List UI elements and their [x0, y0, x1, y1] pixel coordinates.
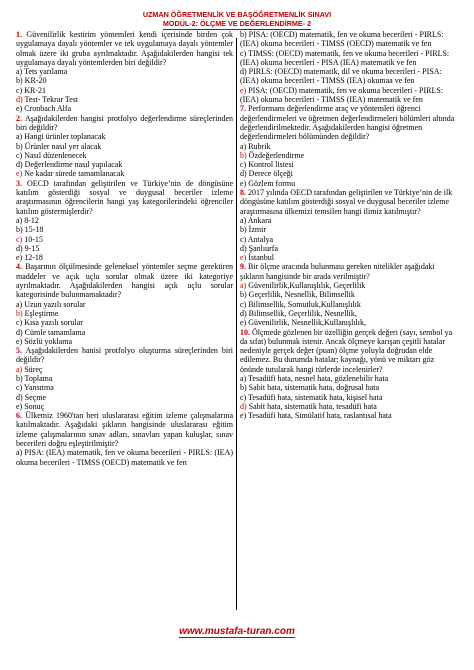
module-title: MODÜL-2: ÖLÇME VE DEĞERLENDİRME- 2	[162, 19, 312, 28]
option-letter: b)	[240, 383, 247, 393]
question-4	[16, 262, 233, 299]
answer-option	[240, 300, 457, 309]
option-letter: c)	[16, 85, 23, 95]
option-letter: d)	[240, 67, 247, 77]
answer-option	[16, 402, 233, 411]
option-text: Bilimsellik, Somutluk,Kullanışlılık	[248, 299, 361, 309]
question-stem: Bir ölçme aracında bulunması gereken nitelikler aşağıdaki şıkların hangisinde bir arada verilmiştir?	[240, 262, 435, 281]
options-6b	[240, 30, 457, 104]
option-text: Yansıtma	[23, 383, 54, 393]
option-text: Sözlü yoklama	[24, 336, 72, 346]
option-letter: e)	[16, 401, 23, 411]
left-column	[16, 30, 233, 467]
options-7	[240, 142, 457, 188]
answer-option	[240, 402, 457, 411]
options-4	[16, 300, 233, 346]
answer-option	[16, 318, 233, 327]
options-2	[16, 132, 233, 178]
footer	[0, 626, 474, 637]
question-stem: Ölçmede gözlenen bir özelliğin gerçek değeri (sayı, sembol ya da sıfat) bulunmak istenir. Ancak ölçmeye karışan çeşitli hatalar nedeniyle gerçek değer (puan) ölçme yoluyla doğrudan elde edilemez. Bu durumda hatalar; kaynağı, yönü ve miktarı göz önünde tutularak hangi türlerde incelenirler?	[240, 327, 453, 374]
exam-title: UZMAN ÖĞRETMENLİK VE BAŞÖĞRETMENLİK SINAVI	[142, 10, 332, 19]
question-2	[16, 114, 233, 133]
option-text: Cümle tamamlama	[24, 327, 86, 337]
option-letter: d)	[240, 308, 247, 318]
option-letter: e)	[16, 336, 23, 346]
option-text: Sabit hata, sistematik hata, doğrusal hata	[248, 383, 380, 393]
option-text: PIRLS: (OECD) matematik, dil ve okuma becerileri - PISA: (IEA) okuma becerileri - TIMSS (IEA) okumaa ve fen	[240, 67, 442, 86]
option-letter: c)	[240, 299, 247, 309]
question-number: 10.	[240, 327, 250, 337]
option-letter: d)	[16, 95, 23, 105]
option-letter: a)	[240, 141, 247, 151]
option-text: 15-18	[24, 225, 44, 235]
answer-option	[16, 67, 233, 76]
answer-option	[16, 142, 233, 151]
option-text: PISA: (IEA) matematik, fen ve okuma becerileri - PIRLS: (IEA) okuma becerileri - TIMSS (OECD) matematik ve fen	[16, 448, 233, 467]
option-letter: a)	[16, 448, 23, 458]
answer-option	[240, 179, 457, 188]
answer-option	[240, 151, 457, 160]
question-stem: Aşağıdakilerden hangisi protfolyo değerlendirme süreçlerinden biri değildir?	[16, 113, 233, 132]
option-text: Ürünler nasıl yer alacak	[24, 141, 102, 151]
option-letter: d)	[16, 392, 23, 402]
option-text: Tesadüfi hata, Simülatif hata, raslantısal hata	[248, 411, 392, 421]
option-letter: b)	[240, 30, 247, 39]
answer-option	[16, 132, 233, 141]
question-stem: Başarının ölçülmesinde geleneksel yöntemler seçme gerektiren maddeler ve açık uçlu sorular olmak üzere iki kategoriye ayrılmaktadır. Aşağıdakilerden hangisi açık uçlu sorular kategorisinde bulunmamaktadır?	[16, 262, 233, 300]
answer-option	[16, 104, 233, 113]
answer-option	[240, 169, 457, 178]
option-letter: d)	[240, 243, 247, 253]
answer-option	[16, 328, 233, 337]
answer-option	[16, 383, 233, 392]
question-stem: Ülkemiz 1960'tan beri uluslararası eğitim izleme çalışmalarına katılmaktadır. Aşağıdaki şıkların hangisinde uluslararası eğitim izleme çalışmalarının sınav adları, sınavları yapan kuluşlar, sınav becerileri doğru eşleştirilmiştir?	[16, 411, 233, 449]
option-letter: a)	[16, 364, 23, 374]
option-letter: a)	[16, 215, 23, 225]
option-text: Tesadüfi hata, nesnel hata, gözlenebilir hata	[248, 373, 389, 383]
option-text: 10-15	[24, 234, 43, 244]
option-letter: b)	[240, 225, 247, 235]
option-text: Kısa yazılı sorular	[24, 318, 83, 328]
answer-option	[240, 383, 457, 392]
option-letter: c)	[16, 318, 23, 328]
option-letter: c)	[16, 234, 23, 244]
options-6a	[16, 448, 233, 467]
answer-option	[16, 309, 233, 318]
option-letter: a)	[240, 281, 247, 291]
answer-option	[240, 67, 457, 86]
option-letter: b)	[16, 308, 23, 318]
answer-option	[16, 225, 233, 234]
option-letter: a)	[16, 299, 23, 309]
option-text: Güvenilirlik, Nesnellik,Kullanışlılık,	[248, 318, 366, 328]
answer-option	[240, 142, 457, 151]
question-stem: Güvenilirlik kestirim yöntemleri kendi içerisinde birden çok uygulamaya dayalı yöntemler ve tek uygulamaya dayalı yöntemler olmak üzere iki gruba ayrılmaktadır. Aşağıdakilerden hangisi tek uygulamaya dayalı yöntemlerden biri değildir?	[16, 30, 234, 67]
question-10	[240, 328, 457, 374]
option-letter: c)	[16, 150, 23, 160]
exam-header	[0, 10, 474, 30]
option-text: TIMSS: (OECD) matematik, fen ve okuma becerileri - PIRLS: (IEA) okuma becerileri - PISA (IEA) matematik ve fen	[240, 48, 450, 67]
option-letter: d)	[240, 401, 247, 411]
option-letter: b)	[240, 290, 247, 300]
option-text: Bilimsellik, Geçerlilik, Nesnellik,	[248, 308, 357, 318]
answer-option	[16, 95, 233, 104]
answer-option	[16, 151, 233, 160]
option-text: Test- Tekrar Test	[24, 95, 79, 105]
answer-option	[16, 76, 233, 85]
answer-option	[240, 318, 457, 327]
option-letter: b)	[16, 141, 23, 151]
question-7	[240, 104, 457, 141]
option-text: İstanbul	[248, 253, 274, 263]
option-letter: e)	[16, 169, 23, 179]
option-letter: e)	[16, 253, 23, 263]
question-stem: Performans değerlendirme araç ve yöntemleri öğrenci değerlendirmeleri ve öğretmen değerlendirmeleri bölümleri altında değerlendirilmektedir. Aşağıdakilerden hangisi öğretmen değerlendirmeleri bölümünden değildir?	[240, 104, 455, 142]
option-text: Tets yarılama	[24, 67, 68, 77]
option-text: PISA: (OECD) matematik, fen ve okuma becerileri - PIRLS: (IEA) okuma becerileri - TIMSS (IEA) matematik ve fen	[240, 85, 444, 105]
answer-option	[16, 393, 233, 402]
answer-option	[16, 160, 233, 169]
option-letter: d)	[16, 243, 23, 253]
question-3	[16, 179, 233, 216]
option-text: Değerlendirme nasıl yapılacak	[24, 160, 123, 170]
options-10	[240, 374, 457, 420]
option-text: Cronbach Alfa	[24, 104, 72, 114]
question-8	[240, 188, 457, 216]
question-number: 3.	[16, 178, 22, 188]
option-letter: e)	[240, 411, 247, 421]
option-text: Ne kadar sürede tamamlanacak	[24, 169, 125, 179]
option-letter: b)	[16, 373, 23, 383]
option-letter: c)	[240, 48, 247, 58]
answer-option	[16, 244, 233, 253]
question-5	[16, 346, 233, 365]
option-text: Şanlıurfa	[248, 243, 278, 253]
answer-option	[240, 374, 457, 383]
question-columns	[16, 30, 458, 620]
option-letter: e)	[240, 85, 247, 95]
question-number: 6.	[16, 411, 22, 421]
option-text: 12-18	[24, 253, 43, 263]
answer-option	[240, 225, 457, 234]
answer-option	[16, 235, 233, 244]
option-text: Süreç	[24, 364, 43, 374]
column-divider	[236, 38, 237, 610]
option-text: Rubrik	[248, 141, 271, 151]
question-number: 5.	[16, 346, 22, 356]
question-number: 1.	[16, 30, 22, 39]
answer-option	[240, 244, 457, 253]
option-letter: c)	[16, 383, 23, 393]
option-text: Özdeğerlendirme	[248, 150, 305, 160]
answer-option	[240, 216, 457, 225]
option-text: KR-21	[24, 85, 46, 95]
option-text: Seçme	[24, 392, 46, 402]
option-letter: d)	[16, 160, 23, 170]
right-column	[240, 30, 457, 420]
option-letter: b)	[240, 150, 247, 160]
answer-option	[240, 309, 457, 318]
option-text: Geçerlilik, Nesnellik, Bilimsellik	[248, 290, 355, 300]
option-text: Uzun yazılı sorular	[24, 299, 86, 309]
question-stem: Aşağıdakilerden hanisi protfolyo oluşturma süreçlerinden biri değildir?	[16, 346, 233, 365]
answer-option	[240, 30, 457, 49]
option-text: Tesadüfi hata, sistematik hata, kişisel hata	[248, 392, 383, 402]
option-letter: c)	[240, 392, 247, 402]
option-letter: a)	[240, 215, 247, 225]
answer-option	[16, 300, 233, 309]
option-letter: a)	[16, 132, 23, 142]
option-letter: c)	[240, 234, 247, 244]
answer-option	[16, 365, 233, 374]
option-letter: e)	[240, 178, 247, 188]
answer-option	[240, 235, 457, 244]
question-stem: OECD tarafından geliştirilen ve Türkiye’nin de döngüsüne katılım gösterdiği sosyal ve duygusal beceriler izleme araştırmasının öğrencilerin hangi yaş kategorilerindeki öğrenciler katılım göstermişlerdir?	[16, 178, 234, 216]
answer-option	[16, 86, 233, 95]
question-number: 8.	[240, 188, 246, 198]
answer-option	[16, 253, 233, 262]
option-text: Sabit hata, sistematik hata, tesadüfi hata	[248, 401, 377, 411]
answer-option	[240, 411, 457, 420]
option-letter: a)	[16, 67, 23, 77]
question-1	[16, 30, 233, 67]
options-3	[16, 216, 233, 262]
option-text: Hangi ürünler toplanacak	[24, 132, 106, 142]
option-text: Kontrol listesi	[248, 160, 294, 170]
option-text: 9-15	[24, 243, 40, 253]
answer-option	[240, 86, 457, 105]
question-stem: 2017 yılında OECD tarafından geliştirilen ve Türkiye’nin de ilk döngüsüne katılım gösterdiği sosyal ve duygusal beceriler izleme araştırmasına ülkemizi temsilen hangi ilimiz katılmıştır?	[240, 188, 453, 216]
option-text: Nasıl düzenlenecek	[24, 150, 87, 160]
footer-link[interactable]: www.mustafa-turan.com	[179, 626, 295, 637]
answer-option	[240, 160, 457, 169]
option-text: Eşleştirme	[24, 308, 59, 318]
answer-option	[16, 169, 233, 178]
question-number: 4.	[16, 262, 22, 272]
option-text: Antalya	[247, 234, 274, 244]
answer-option	[16, 216, 233, 225]
option-text: Toplama	[24, 373, 53, 383]
option-letter: b)	[16, 225, 23, 235]
option-text: Gözlem formu	[248, 178, 296, 188]
option-letter: e)	[240, 253, 247, 263]
option-letter: d)	[16, 327, 23, 337]
option-text: Derece ölçeği	[248, 169, 293, 179]
option-letter: e)	[240, 318, 247, 328]
question-number: 9.	[240, 262, 246, 272]
options-9	[240, 281, 457, 327]
options-1	[16, 67, 233, 113]
answer-option	[240, 393, 457, 402]
options-8	[240, 216, 457, 262]
question-9	[240, 262, 457, 281]
answer-option	[16, 337, 233, 346]
option-text: Sonuç	[24, 401, 45, 411]
option-letter: d)	[240, 169, 247, 179]
option-letter: c)	[240, 160, 247, 170]
option-text: KR-20	[24, 76, 47, 86]
question-number: 7.	[240, 104, 246, 114]
question-6	[16, 411, 233, 448]
option-letter: a)	[240, 373, 247, 383]
question-number: 2.	[16, 113, 22, 123]
answer-option	[16, 448, 233, 467]
answer-option	[240, 281, 457, 290]
option-letter: b)	[16, 76, 23, 86]
answer-option	[240, 49, 457, 68]
option-text: Güvenilirlik,Kullanışlılık, Geçerlilik	[248, 281, 366, 291]
option-text: 8-12	[24, 215, 39, 225]
answer-option	[240, 253, 457, 262]
option-text: İzmir	[248, 225, 266, 235]
option-text: PISA: (OECD) matematik, fen ve okuma becerileri - PIRLS: (IEA) okuma becerileri - TIMSS (OECD) matematik ve fen	[240, 30, 444, 49]
option-letter: e)	[16, 104, 23, 114]
options-5	[16, 365, 233, 411]
option-text: Ankara	[247, 215, 272, 225]
answer-option	[240, 290, 457, 299]
answer-option	[16, 374, 233, 383]
